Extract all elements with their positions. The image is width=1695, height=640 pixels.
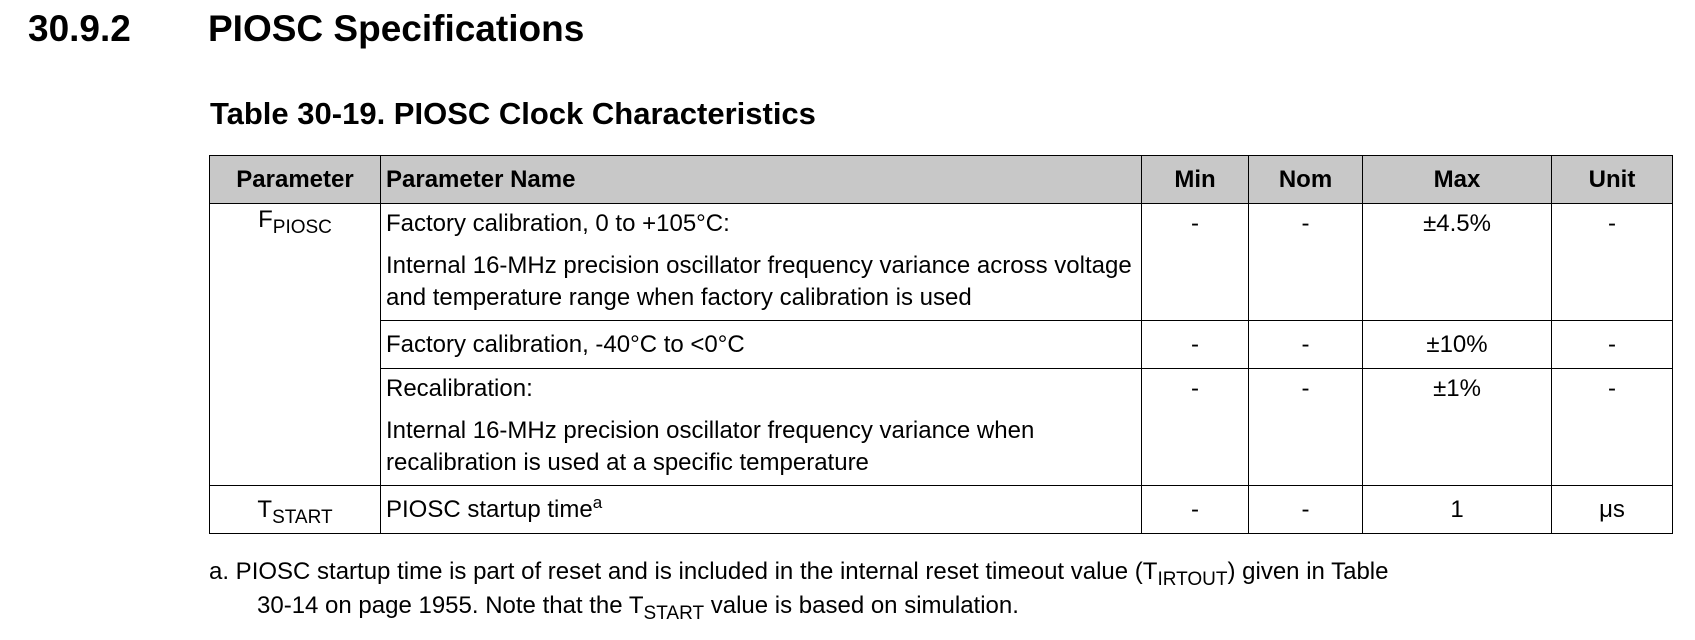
table-row [210, 204, 1673, 321]
table-title: Table 30-19. PIOSC Clock Characteristics [210, 96, 816, 131]
header-unit: Unit [1552, 156, 1673, 204]
footnote-ref[interactable]: a [592, 492, 603, 512]
row-name-line2: Internal 16-MHz precision oscillator frequency variance across voltage and temperature range when factory calibration is used [386, 252, 1132, 311]
parameter-name-cell: PIOSC startup time$^a$ [381, 486, 1142, 534]
table-header-row [210, 156, 1673, 204]
min-cell: - [1142, 204, 1249, 321]
nom-cell: - [1249, 369, 1363, 486]
table-footnote [209, 555, 1388, 623]
row-name-line1: Factory calibration, 0 to +105°C: [386, 210, 730, 237]
unit-cell: - [1552, 204, 1673, 321]
section-title: PIOSC Specifications [208, 8, 585, 49]
unit-cell: - [1552, 369, 1673, 486]
header-nom: Nom [1249, 156, 1363, 204]
unit-cell: - [1552, 321, 1673, 369]
min-cell: - [1142, 321, 1249, 369]
row-name-line1: Recalibration: [386, 375, 533, 402]
min-cell: - [1142, 486, 1249, 534]
unit-cell: μs [1552, 486, 1673, 534]
nom-cell: - [1249, 204, 1363, 321]
header-max: Max [1363, 156, 1552, 204]
parameter-name-cell [381, 204, 1142, 321]
parameter-name-cell [381, 369, 1142, 486]
footnote-line2: 30-14 on page 1955. Note that the $T_{START}$ value is based on simulation. [257, 592, 1019, 624]
max-cell: 1 [1363, 486, 1552, 534]
max-cell: ±1% [1363, 369, 1552, 486]
header-parameter-name: Parameter Name [381, 156, 1142, 204]
section-heading [28, 8, 584, 50]
piosc-clock-table [209, 155, 1673, 534]
table-row [210, 369, 1673, 486]
table-row [210, 486, 1673, 534]
section-number: 30.9.2 [28, 8, 131, 49]
table-row [210, 321, 1673, 369]
header-parameter: Parameter [210, 156, 381, 204]
header-min: Min [1142, 156, 1249, 204]
nom-cell: - [1249, 486, 1363, 534]
row-name-line2: Internal 16-MHz precision oscillator frequency variance when recalibration is used at a specific temperature [386, 417, 1035, 476]
parameter-name-cell: Factory calibration, -40°C to <0°C [381, 321, 1142, 369]
min-cell: - [1142, 369, 1249, 486]
footnote-line1: a. PIOSC startup time is part of reset and is included in the internal reset timeout value $(T_{IRTOUT})$ given in Table [209, 558, 1389, 590]
max-cell: ±4.5% [1363, 204, 1552, 321]
parameter-fpiosc: $F_{PIOSC}$ [210, 204, 381, 486]
parameter-tstart: $T_{START}$ [210, 486, 381, 534]
nom-cell: - [1249, 321, 1363, 369]
max-cell: ±10% [1363, 321, 1552, 369]
